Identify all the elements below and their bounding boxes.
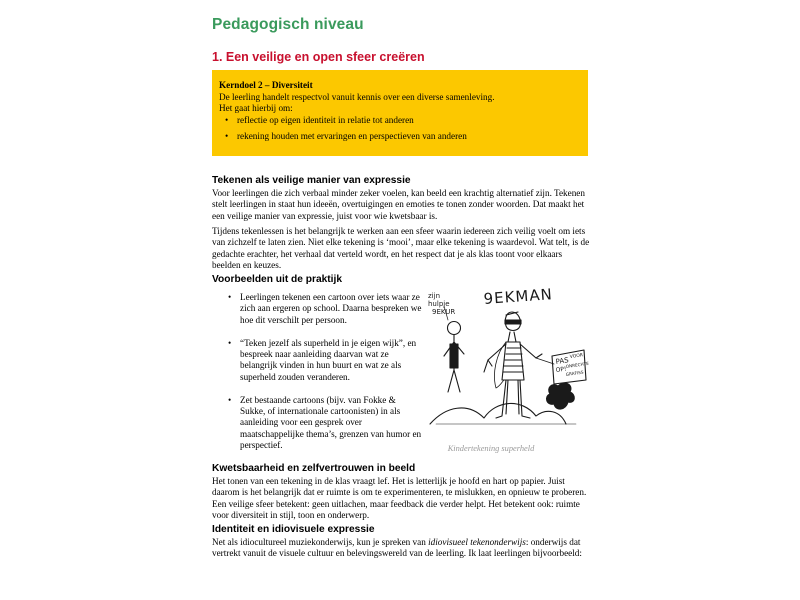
paragraph-vulnerability: Het tonen van een tekening in de klas vraagt lef. Het is letterlijk je hoofd en hart op papier. Juist daarom is het belangrijk dat er ruimte is om te experimenteren, te mislukken, en opnieuw te proberen. Een veilige sfeer betekent: geen uitlachen, maar feedback die verder helpt. Het betekent ook: ruimte voor diversiteit in stijl, toon en onderwerp. [212, 476, 587, 521]
drawing-text-sign5: GRAFISS [565, 369, 584, 377]
heading-examples: Voorbeelden uit de praktijk [212, 274, 343, 285]
core-goal-bullet: • reflectie op eigen identiteit in relatie tot anderen [237, 115, 580, 127]
drawing-text-hero: 9EKMAN [483, 285, 554, 308]
core-goal-list [219, 115, 580, 143]
list-item-text: “Teken jezelf als superheld in je eigen wijk”, en bespreek naar aanleiding daarvan wat ze belangrijk vinden in hun buurt en wat ze als superheld zouden veranderen. [240, 337, 417, 382]
paragraph-identity-part1: Net als idiocultureel muziekonderwijs, kun je spreken van [212, 537, 429, 547]
list-item [212, 395, 422, 452]
child-drawing-superhero [426, 284, 590, 432]
core-goal-intro: Het gaat hierbij om: [219, 103, 293, 113]
core-goal-description: De leerling handelt respectvol vanuit kennis over een diverse samenleving. [219, 91, 495, 102]
list-item-text: Leerlingen tekenen een cartoon over iets waar ze zich aan ergeren op school. Daarna bespreken we hoe dit verschilt per persoon. [240, 292, 422, 325]
drawing-text-word1: zijn [428, 292, 441, 300]
heading-drawing-safe: Tekenen als veilige manier van expressie [212, 175, 411, 186]
heading-identity: Identiteit en idiovisuele expressie [212, 524, 375, 535]
list-item-text: Zet bestaande cartoons (bijv. van Fokke & Sukke, of internationale cartoonisten) in als aanleiding voor een gesprek over maatschappelijke thema’s, grenzen van humor en perspectief. [240, 394, 422, 451]
drawing-text-sign3: VOOR [569, 353, 584, 360]
core-goal-box [212, 70, 588, 156]
core-goal-title: Kerndoel 2 – Diversiteit [219, 80, 313, 90]
drawing-text-word2: hulpje [428, 300, 450, 308]
examples-list [212, 292, 422, 463]
paragraph-identity-part2: : onderwijs dat vertrekt vanuit de visuele cultuur en belevingswereld van de leerling. Ik laat leerlingen bijvoorbeeld: [212, 537, 582, 559]
paragraph-identity-term: idiovisueel tekenonderwijs [428, 537, 526, 547]
bullet: • [228, 394, 232, 405]
list-item [212, 338, 422, 384]
drawing-caption: Kindertekening superheld [447, 444, 535, 453]
drawing-text-word3: 9EKUR [432, 308, 456, 316]
page-title: Pedagogisch niveau [212, 16, 364, 33]
paragraph-identity [212, 537, 590, 560]
bullet: • [228, 292, 232, 302]
drawing-text-sign1: PAS [555, 356, 570, 366]
section-title: 1. Een veilige en open sfeer creëren [212, 50, 425, 64]
bullet: • [228, 337, 232, 348]
heading-vulnerability: Kwetsbaarheid en zelfvertrouwen in beeld [212, 463, 416, 474]
core-goal-bullet: • rekening houden met ervaringen en perspectieven van anderen [237, 131, 580, 143]
paragraph-drawing-safe-1: Voor leerlingen die zich verbaal minder zeker voelen, kan beeld een krachtig alternatief zijn. Tekenen stelt leerlingen in staat hun ideeën, overtuigingen en emoties te tonen zonder woorden. Dat maakt het een veilige manier van expressie, juist voor wie kwetsbaar is. [212, 188, 585, 221]
list-item [212, 292, 422, 326]
drawing-text-sign4: ONRECHTE [565, 360, 590, 369]
paragraph-drawing-safe-2: Tijdens tekenlessen is het belangrijk te werken aan een sfeer waarin iedereen zich veilig voelt om iets van zichzelf te laten zien. Niet elke tekening is ‘mooi’, maar elke tekening is waardevol. Wat telt, is de gedachte erachter, het verhaal dat verteld wordt, en het respect dat je als klas toont voor elkaars beelden en keuzes. [212, 226, 590, 271]
drawing-text-sign2: OP! [555, 365, 567, 374]
